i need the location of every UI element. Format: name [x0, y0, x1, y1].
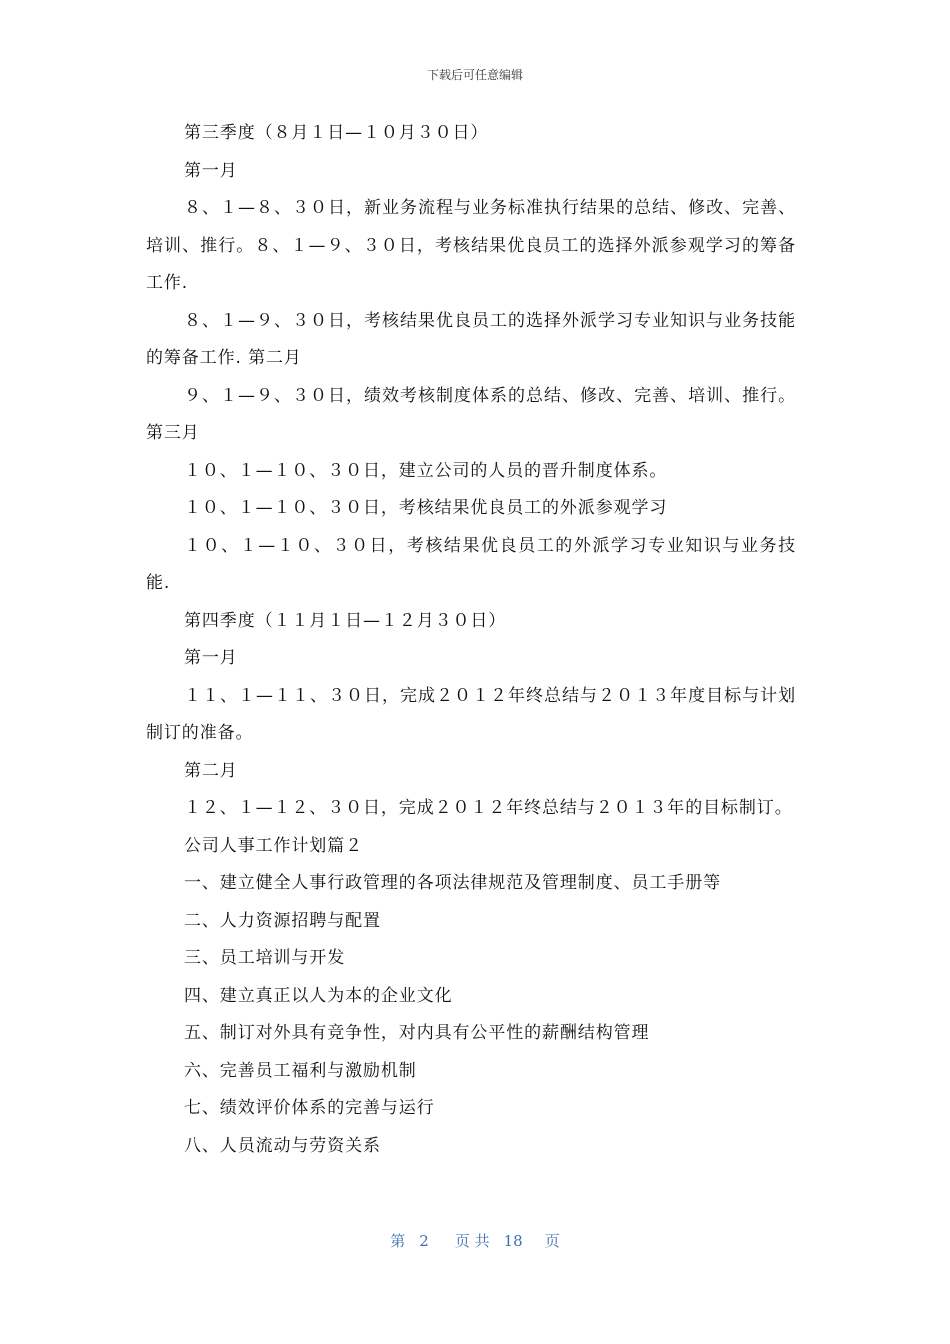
- paragraph-item: １１、１—１１、３０日，完成２０１２年终总结与２０１３年度目标与计划制订的准备。: [146, 685, 796, 743]
- paragraph-q4-month2: 第二月: [184, 760, 238, 781]
- list-item: 八、人员流动与劳资关系: [184, 1135, 381, 1156]
- footer-prefix: 第: [390, 1232, 406, 1250]
- list-item: 三、员工培训与开发: [184, 948, 346, 968]
- paragraph-item: １０、１—１０、３０日，考核结果优良员工的外派学习专业知识与业务技能.: [146, 535, 796, 593]
- paragraph-item: １０、１—１０、３０日，建立公司的人员的晋升制度体系。: [184, 460, 668, 481]
- paragraph-item: ８、１—８、３０日，新业务流程与业务标准执行结果的总结、修改、完善、培训、推行。８、１—９、３０日，考核结果优良员工的选择外派参观学习的筹备工作.: [146, 198, 796, 293]
- footer-total-pages: 18: [503, 1232, 523, 1250]
- page-header: [0, 66, 950, 83]
- footer-suffix: 页: [544, 1232, 560, 1250]
- paragraph-item: １２、１—１２、３０日，完成２０１２年终总结与２０１３年的目标制订。: [184, 798, 793, 818]
- paragraph-item: ９、１—９、３０日，绩效考核制度体系的总结、修改、完善、培训、推行。第三月: [146, 385, 796, 443]
- paragraph-item: ８、１—９、３０日，考核结果优良员工的选择外派学习专业知识与业务技能的筹备工作. 第二月: [146, 310, 796, 368]
- header-text: 下载后可任意编辑: [426, 68, 523, 82]
- paragraph-q3-heading: 第三季度（８月１日—１０月３０日）: [184, 123, 489, 143]
- section-title: 公司人事工作计划篇２: [184, 835, 363, 856]
- list-item: 七、绩效评价体系的完善与运行: [184, 1098, 435, 1118]
- paragraph-q3-month1: 第一月: [184, 160, 238, 181]
- page-footer: [0, 1230, 950, 1251]
- document-body: [146, 115, 796, 1165]
- paragraph-q4-month1: 第一月: [184, 648, 238, 668]
- paragraph-item: １０、１—１０、３０日，考核结果优良员工的外派参观学习: [184, 498, 668, 518]
- list-item: 六、完善员工福利与激励机制: [184, 1060, 417, 1081]
- list-item: 五、制订对外具有竞争性，对内具有公平性的薪酬结构管理: [184, 1023, 650, 1043]
- paragraph-q4-heading: 第四季度（１１月１日—１２月３０日）: [184, 610, 507, 631]
- list-item: 二、人力资源招聘与配置: [184, 910, 381, 931]
- list-item: 一、建立健全人事行政管理的各项法律规范及管理制度、员工手册等: [184, 873, 721, 893]
- footer-page-number: 2: [419, 1232, 429, 1250]
- footer-middle: 页 共: [454, 1232, 490, 1250]
- list-item: 四、建立真正以人为本的企业文化: [184, 985, 453, 1006]
